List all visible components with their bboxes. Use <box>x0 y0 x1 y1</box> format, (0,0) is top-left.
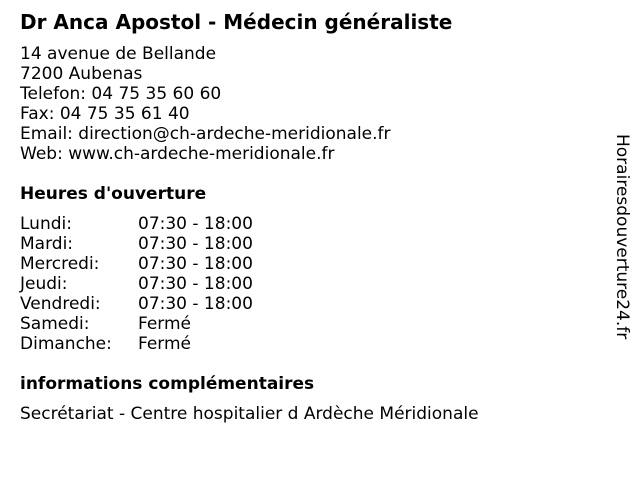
day-label: Mardi: <box>20 234 74 254</box>
time-value: 07:30 - 18:00 <box>138 214 253 234</box>
contact-block <box>20 44 610 164</box>
opening-hours-heading: Heures d'ouverture <box>20 184 207 204</box>
day-label: Samedi: <box>20 314 90 334</box>
hours-row-wednesday <box>20 254 610 274</box>
hours-row-tuesday <box>20 234 610 254</box>
hours-row-sunday <box>20 334 610 354</box>
fax-number: Fax: 04 75 35 61 40 <box>20 104 190 124</box>
day-label: Lundi: <box>20 214 72 234</box>
website-address: Web: www.ch-ardeche-meridionale.fr <box>20 144 335 164</box>
site-watermark: Horairesdouverture24.fr <box>612 134 632 340</box>
time-value: 07:30 - 18:00 <box>138 274 253 294</box>
time-value: 07:30 - 18:00 <box>138 294 253 314</box>
day-label: Vendredi: <box>20 294 101 314</box>
hours-row-saturday <box>20 314 610 334</box>
day-label: Mercredi: <box>20 254 100 274</box>
time-value: Fermé <box>138 334 192 354</box>
hours-row-monday <box>20 214 610 234</box>
opening-hours-table <box>20 214 610 354</box>
additional-info-heading: informations complémentaires <box>20 374 315 394</box>
street-address: 14 avenue de Bellande <box>20 44 217 64</box>
page-title: Dr Anca Apostol - Médecin généraliste <box>20 10 453 34</box>
listing-page <box>20 8 610 424</box>
phone-number: Telefon: 04 75 35 60 60 <box>20 84 222 104</box>
time-value: 07:30 - 18:00 <box>138 254 253 274</box>
hours-row-friday <box>20 294 610 314</box>
hours-row-thursday <box>20 274 610 294</box>
day-label: Dimanche: <box>20 334 112 354</box>
additional-info-text: Secrétariat - Centre hospitalier d Ardèche Méridionale <box>20 404 479 424</box>
email-address: Email: direction@ch-ardeche-meridionale.fr <box>20 124 391 144</box>
day-label: Jeudi: <box>20 274 68 294</box>
time-value: Fermé <box>138 314 192 334</box>
time-value: 07:30 - 18:00 <box>138 234 253 254</box>
city-address: 7200 Aubenas <box>20 64 143 84</box>
